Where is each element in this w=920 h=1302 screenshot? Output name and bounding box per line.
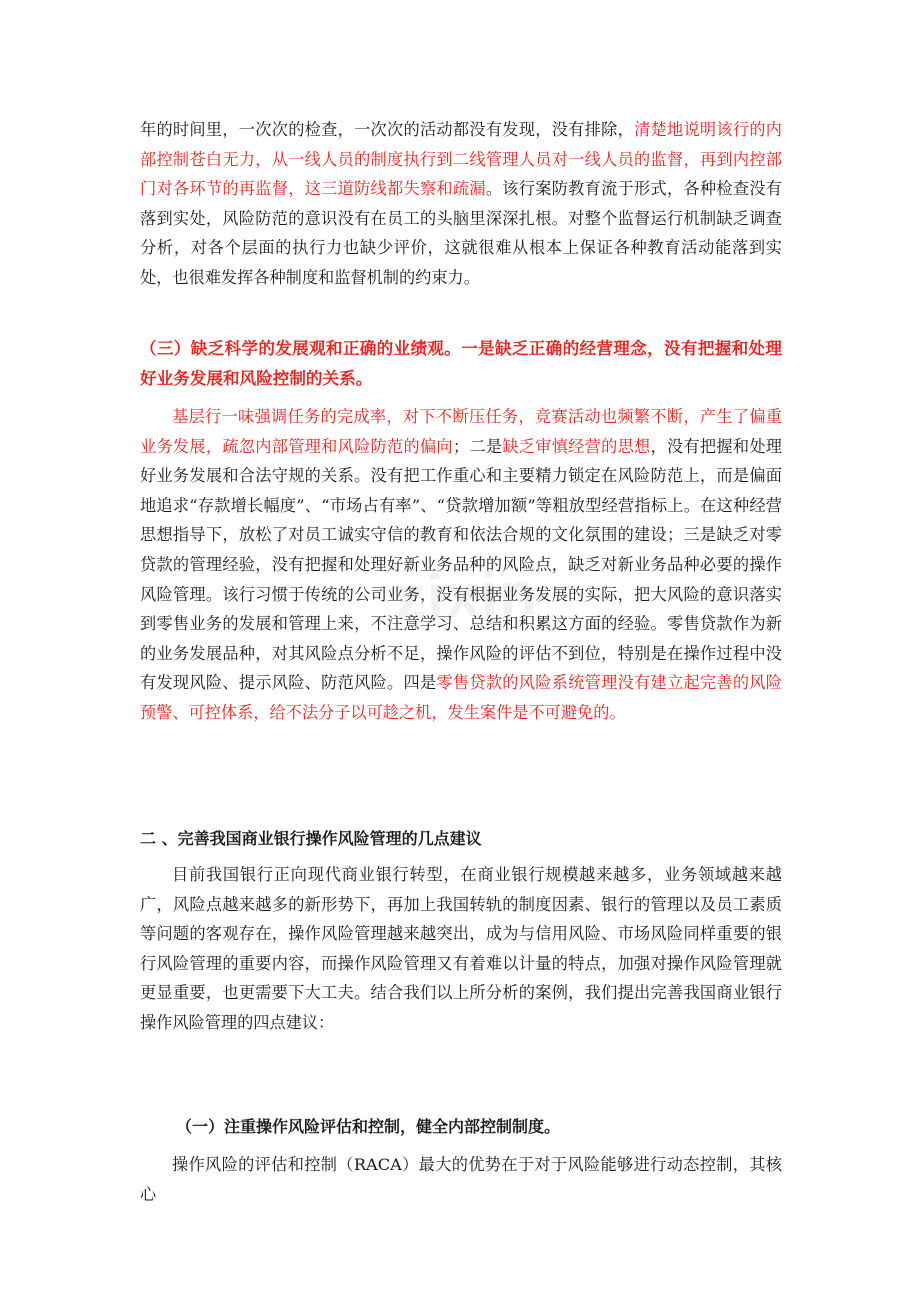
subsection-heading-1: （一）注重操作风险评估和控制，健全内部控制制度。 [176, 1117, 561, 1136]
paragraph-suggestions-intro: 目前我国银行正向现代商业银行转型，在商业银行规模越来越多，业务领域越来越广，风险点越来越多的新形势下，再加上我国转轨的制度因素、银行的管理以及员工素质等问题的客观存在，操作风险管理越来越突出，成为与信用风险、市场风险同样重要的银行风险管理的重要内容，而操作风险管理又有着难以计量的特点，加强对操作风险管理就更显重要，也更需要下大工夫。结合我们以上所分析的案例，我们提出完善我国商业银行操作风险管理的四点建议： [140, 865, 782, 1032]
paragraph-text: ；二是 [452, 436, 503, 456]
highlight-text: 缺乏审慎经营的思想 [502, 436, 651, 456]
highlight-text: 清楚地说明该行的内部控制苍白无力，从一线人员的制度执行到二线管理人员对一线人员的监督，再到内控部门对各环节的再监督，这三道防线都失察和疏漏 [140, 120, 782, 199]
paragraph-business-concept [140, 402, 782, 728]
paragraph-text: 。该行案防教育流于形式，各种检查没有落到实处，风险防范的意识没有在员工的头脑里深深扎根。对整个监督运行机制缺乏调查分析，对各个层面的执行力也缺少评价，这就很难从根本上保证各种教育活动能落到实处，也很难发挥各种制度和监督机制的约束力。 [140, 179, 782, 287]
highlight-text: 零售贷款的风险系统管理没有建立起完善的风险预警、可控体系，给不法分子以可趁之机，发生案件是不可避免的。 [140, 673, 782, 722]
paragraph-raca: 操作风险的评估和控制（RACA）最大的优势在于对于风险能够进行动态控制，其核心 [140, 1155, 782, 1204]
paragraph-text: 年的时间里，一次次的检查，一次次的活动都没有发现，没有排除， [140, 120, 635, 139]
section-heading-3: （三）缺乏科学的发展观和正确的业绩观。一是缺乏正确的经营理念，没有把握和处理好业务发展和风险控制的关系。 [140, 338, 782, 388]
paragraph-text: ，没有把握和处理好业务发展和合法守规的关系。没有把工作重心和主要精力锁定在风险防范上，而是偏面地追求“存款增长幅度”、“市场占有率”、“贷款增加额”等粗放型经营指标上。在这种经营思想指导下，放松了对员工诚实守信的教育和依法合规的文化氛围的建设；三是缺乏对零贷款的管理经验，没有把握和处理好新业务品种的风险点，缺乏对新业务品种必要的操作风险管理。该行习惯于传统的公司业务，没有根据业务发展的实际，把大风险的意识落实到零售业务的发展和管理上来，不注意学习、总结和积累这方面的经验。零售贷款作为新的业务发展品种，对其风险点分析不足，操作风险的评估不到位，特别是在操作过程中没有发现风险、提示风险、防范风险。四是 [140, 436, 782, 693]
highlight-text: 基层行一味强调任务的完成率，对下不断压任务，竞赛活动也频繁不断，产生了偏重业务发展，疏忽内部管理和风险防范的偏向 [140, 407, 782, 456]
paragraph-internal-control [140, 115, 782, 293]
watermark-logo: zixin [393, 559, 539, 634]
section-heading-2: 二 、完善我国商业银行操作风险管理的几点建议 [140, 829, 482, 848]
